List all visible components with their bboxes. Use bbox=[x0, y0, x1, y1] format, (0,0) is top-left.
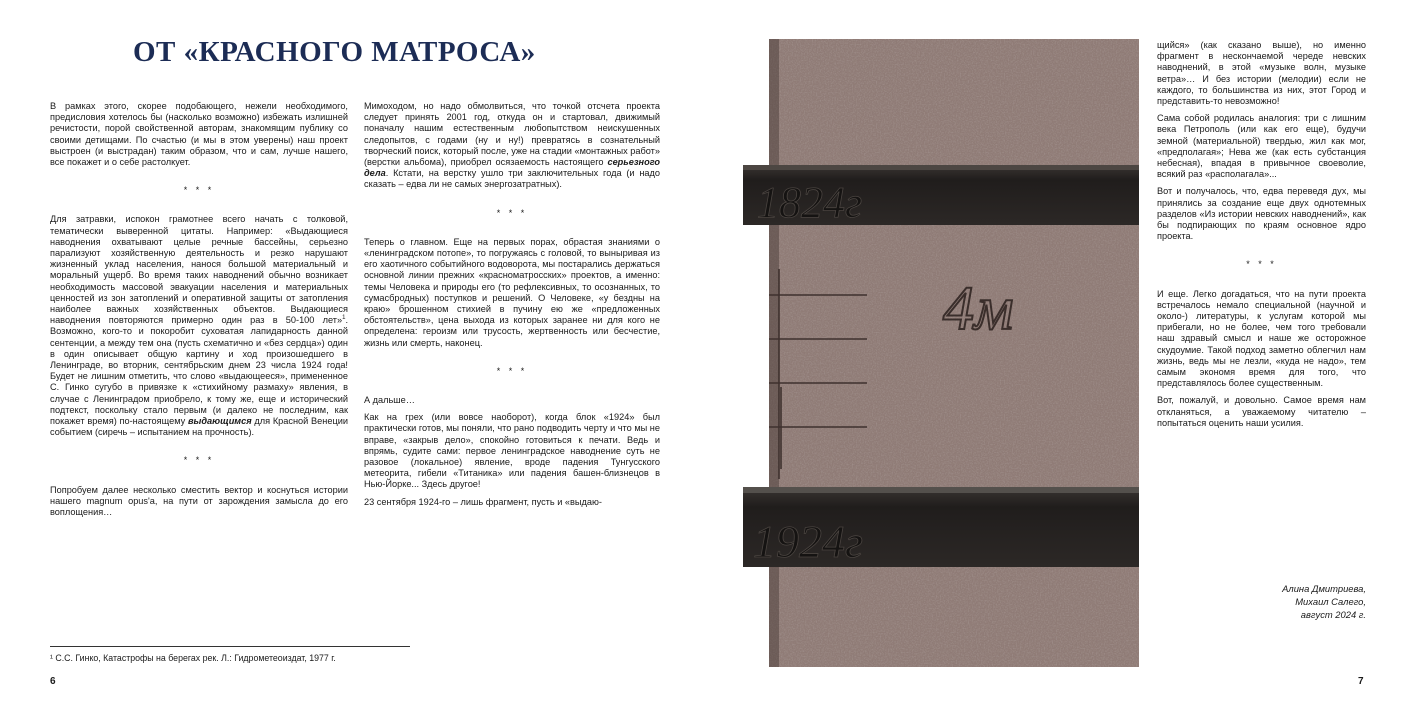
text-column-1 bbox=[50, 101, 348, 524]
paragraph: Для затравки, испокон грамотнее всего начать с толковой, тематически выверенной цитаты. Например: «Выдающиеся наводнения охватывают целые речные бассейны, серьезно парализуют хозяйственную деятельность и резко нарушают жизненный уклад населения, нанося большой материальный и моральный ущерб. Во время таких наводнений обычно возникает необходимость массовой эвакуации населения и материальных ценностей из зон затоплений и оперативной защиты от затопления наиболее важных хозяйственных объектов. Выдающиеся наводнения повторяются примерно один раз в 50-100 лет»$^1$. Возможно, кого-то и покоробит суховатая лапидарность данной сентенции, а между тем она (пусть схематично и «без сердца») один в один описывает общую картину и ход произошедшего в Ленинграде, во вторник, сентябрьским днем 23 числа 1924 года! Будет не лишним отметить, что слово «выдающееся», примененное С. Гинко сугубо в привязке к «стихийному размаху» явления, в случае с Ленинградом приобрело, к тому же, еще и исторический подтекст, поскольку стало первым (и далеко не последним, как покажет время) по-настоящему выдающимся для Красной Венеции событием (сиречь – испытанием на прочность). bbox=[50, 214, 348, 438]
mark-label-bottom: 1924г bbox=[753, 516, 863, 567]
paragraph: Мимоходом, но надо обмолвиться, что точкой отсчета проекта следует принять 2001 год, откуда он и стартовал, движимый поначалу нашим естественным любопытством неискушенных следопытов, с годами (ну и ну!) превратясь в сознательный творческий поиск, который после, уже на стадии «монтажных работ» (верстки альбома), приобрел осязаемость настоящего серьезного дела. Кстати, на верстку ушло три заключительных года (и надо сказать – едва ли не самых энергозатратных). bbox=[364, 101, 660, 190]
text-column-2 bbox=[364, 101, 660, 514]
mark-label-mid: 4м bbox=[943, 275, 1014, 343]
section-separator: * * * bbox=[496, 207, 528, 218]
page-number-left: 6 bbox=[50, 676, 56, 687]
paragraph: Теперь о главном. Еще на первых порах, обрастая знаниями о «ленинградском потопе», то погружаясь с головой, то выныривая из его хаотичного событийного водоворота, мы постарались держаться основной линии прежних «красноматросских» проектов, а именно: темы Человека и природы его (то рефлексивных, то осознанных, то сумасбродных) поступков и решений. О Человеке, «у бездны на краю» брошенном стихией в пучину ею же «предложенных обстоятельств», цена выхода из которых заранее ни для кого не определена: героизм или трусость, жертвенность или бесчестие, жизнь или смерть, наконец. bbox=[364, 236, 660, 348]
paragraph: Вот, пожалуй, и довольно. Самое время нам откланяться, а уважаемому читателю – попытаться оценить наши усилия. bbox=[1157, 395, 1366, 428]
flood-marker-photo bbox=[743, 39, 1139, 667]
paragraph: Попробуем далее несколько сместить вектор и коснуться истории нашего magnum opus'а, на пути от зарождения замысла до его воплощения… bbox=[50, 484, 348, 518]
paragraph: Вот и получалось, что, едва переведя дух, мы принялись за создание еще двух однотемных разделов «Из истории невских наводнений», как бы подпирающих по краям основное ядро проекта. bbox=[1157, 186, 1366, 242]
paragraph: 23 сентября 1924-го – лишь фрагмент, пусть и «выдаю- bbox=[364, 496, 602, 507]
section-separator: * * * bbox=[183, 455, 215, 466]
flood-plate-1924 bbox=[743, 487, 1139, 567]
emphasis: выдающимся bbox=[187, 416, 252, 427]
signature-author-2: Михаил Салего, bbox=[1295, 596, 1366, 607]
paragraph: Как на грех (или вовсе наоборот), когда блок «1924» был практически готов, мы поняли, что рано подводить черту и что мы не вправе, «закрыв дело», спокойно готовиться к печати. Ведь и впрямь, судите сами: первое ленинградское наводнение суть не разовое (локальное) явление, вроде падения Тунгусского метеорита, гибели «Титаника» или падения башен-близнецов в Нью-Йорке... Здесь другое! bbox=[364, 412, 660, 490]
signature-date: август 2024 г. bbox=[1300, 609, 1366, 620]
page-title: ОТ «КРАСНОГО МАТРОСА» bbox=[133, 36, 536, 68]
paragraph: И еще. Легко догадаться, что на пути проекта встречалось немало специальной (научной и около-) литературы, к услугам которой мы прибегали, но не более, чем того требовали наш здравый смысл и наше же осторожное скудоумие. Такой подход заметно облегчил нам жизнь, ведь мы не лезли, «куда не надо», тем самым экономя время для того, что представлялось более существенным. bbox=[1157, 288, 1366, 389]
page-number-right: 7 bbox=[1358, 676, 1364, 687]
footnote-ref: 1 bbox=[342, 315, 346, 322]
signature bbox=[1282, 582, 1366, 621]
flood-plate-1824 bbox=[743, 165, 1139, 227]
paragraph: Сама собой родилась аналогия: три с лишним века Петрополь (или как его еще), будучи земной (материальной) твердью, жил как мог, «предполагая»; Нева же (как есть субстанция небесная), впадая в привычное своеволие, всякий раз «располагала»... bbox=[1157, 113, 1366, 180]
text-column-3 bbox=[1157, 40, 1366, 435]
section-separator: * * * bbox=[496, 365, 528, 376]
paragraph: В рамках этого, скорее подобающего, нежели необходимого, предисловия хотелось бы (насколько возможно) избежать излишней речистости, порой свойственной авторам, знакомящим публику со своими детищами. По счастью (и мы в этом уверены) наш проект выстроен (и выстрадан) таким образом, что и сам, лучше нашего, все покажет и о себе растолкует. bbox=[50, 101, 348, 168]
signature-author-1: Алина Дмитриева, bbox=[1282, 583, 1366, 594]
paragraph: щийся» (как сказано выше), но именно фрагмент в нескончаемой череде невских наводнений, в этой «музыке волн, музыке ветра»… И без истории (мелодии) если не каждого, то большинства из них, этот Город и представить-то невозможно! bbox=[1157, 40, 1366, 107]
paragraph: А дальше… bbox=[364, 395, 415, 406]
mark-label-top: 1824г bbox=[757, 178, 863, 227]
footnote: ¹ С.С. Гинко, Катастрофы на берегах рек. Л.: Гидрометеоиздат, 1977 г. bbox=[50, 653, 336, 663]
section-separator: * * * bbox=[183, 185, 215, 196]
section-separator: * * * bbox=[1246, 259, 1277, 270]
emphasis: серьезного дела bbox=[364, 157, 660, 179]
footnote-rule bbox=[50, 646, 410, 647]
